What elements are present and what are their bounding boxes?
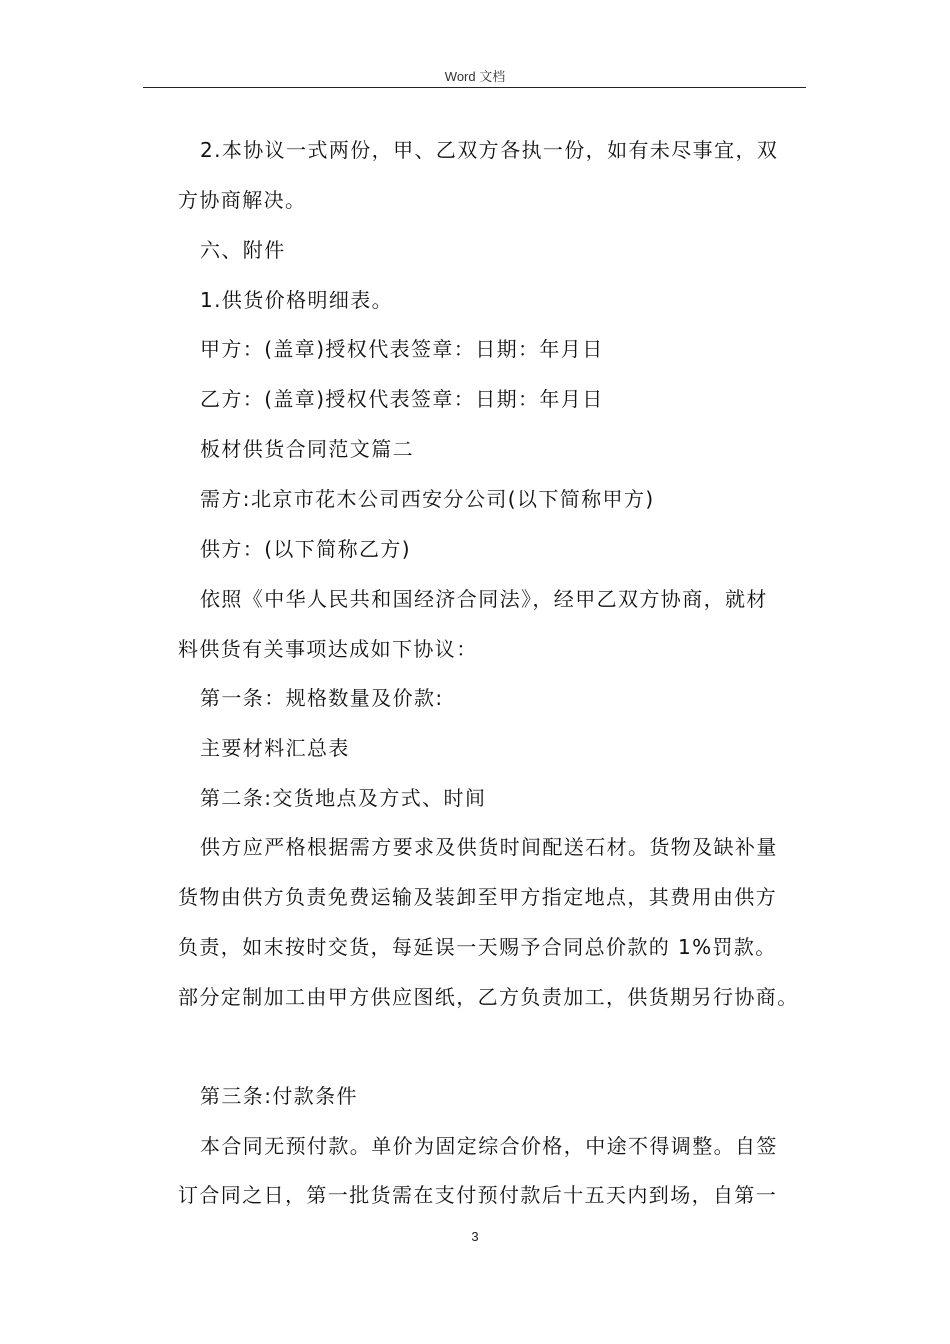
body-line: 料供货有关事项达成如下协议： [178, 637, 478, 661]
body-line: 主要材料汇总表 [200, 736, 350, 760]
body-line: 负责，如末按时交货，每延误一天赐予合同总价款的 1%罚款。 [178, 935, 777, 959]
section-heading: 板材供货合同范文篇二 [200, 437, 414, 461]
body-line: 方协商解决。 [178, 188, 307, 212]
body-line: 第三条:付款条件 [200, 1084, 358, 1108]
body-line: 乙方：(盖章)授权代表签章：日期：年月日 [200, 387, 604, 411]
body-line: 本合同无预付款。单价为固定综合价格，中途不得调整。自签 [200, 1134, 778, 1158]
body-line: 依照《中华人民共和国经济合同法》，经甲乙双方协商，就材 [200, 587, 768, 611]
body-line: 第一条：规格数量及价款: [200, 686, 444, 710]
body-line: 1.供货价格明细表。 [200, 288, 394, 312]
body-line: 甲方：(盖章)授权代表签章：日期：年月日 [200, 337, 604, 361]
body-line: 六、附件 [200, 238, 286, 262]
body-line: 部分定制加工由甲方供应图纸，乙方负责加工，供货期另行协商。 [178, 985, 799, 1009]
body-line: 第二条:交货地点及方式、时间 [200, 786, 487, 810]
body-line: 供方应严格根据需方要求及供货时间配送石材。货物及缺补量 [200, 835, 778, 859]
page-header-title: Word 文档 [444, 69, 506, 84]
body-line: 货物由供方负责免费运输及装卸至甲方指定地点，其费用由供方 [178, 885, 778, 909]
body-line: 2.本协议一式两份，甲、乙双方各执一份，如有未尽事宜，双 [200, 138, 779, 162]
page-number: 3 [471, 1229, 479, 1244]
body-line: 供方：(以下简称乙方) [200, 537, 412, 561]
header-divider [143, 87, 806, 88]
body-line: 订合同之日，第一批货需在支付预付款后十五天内到场，自第一 [178, 1183, 778, 1207]
body-line: 需方:北京市花木公司西安分公司(以下简称甲方) [200, 487, 655, 511]
